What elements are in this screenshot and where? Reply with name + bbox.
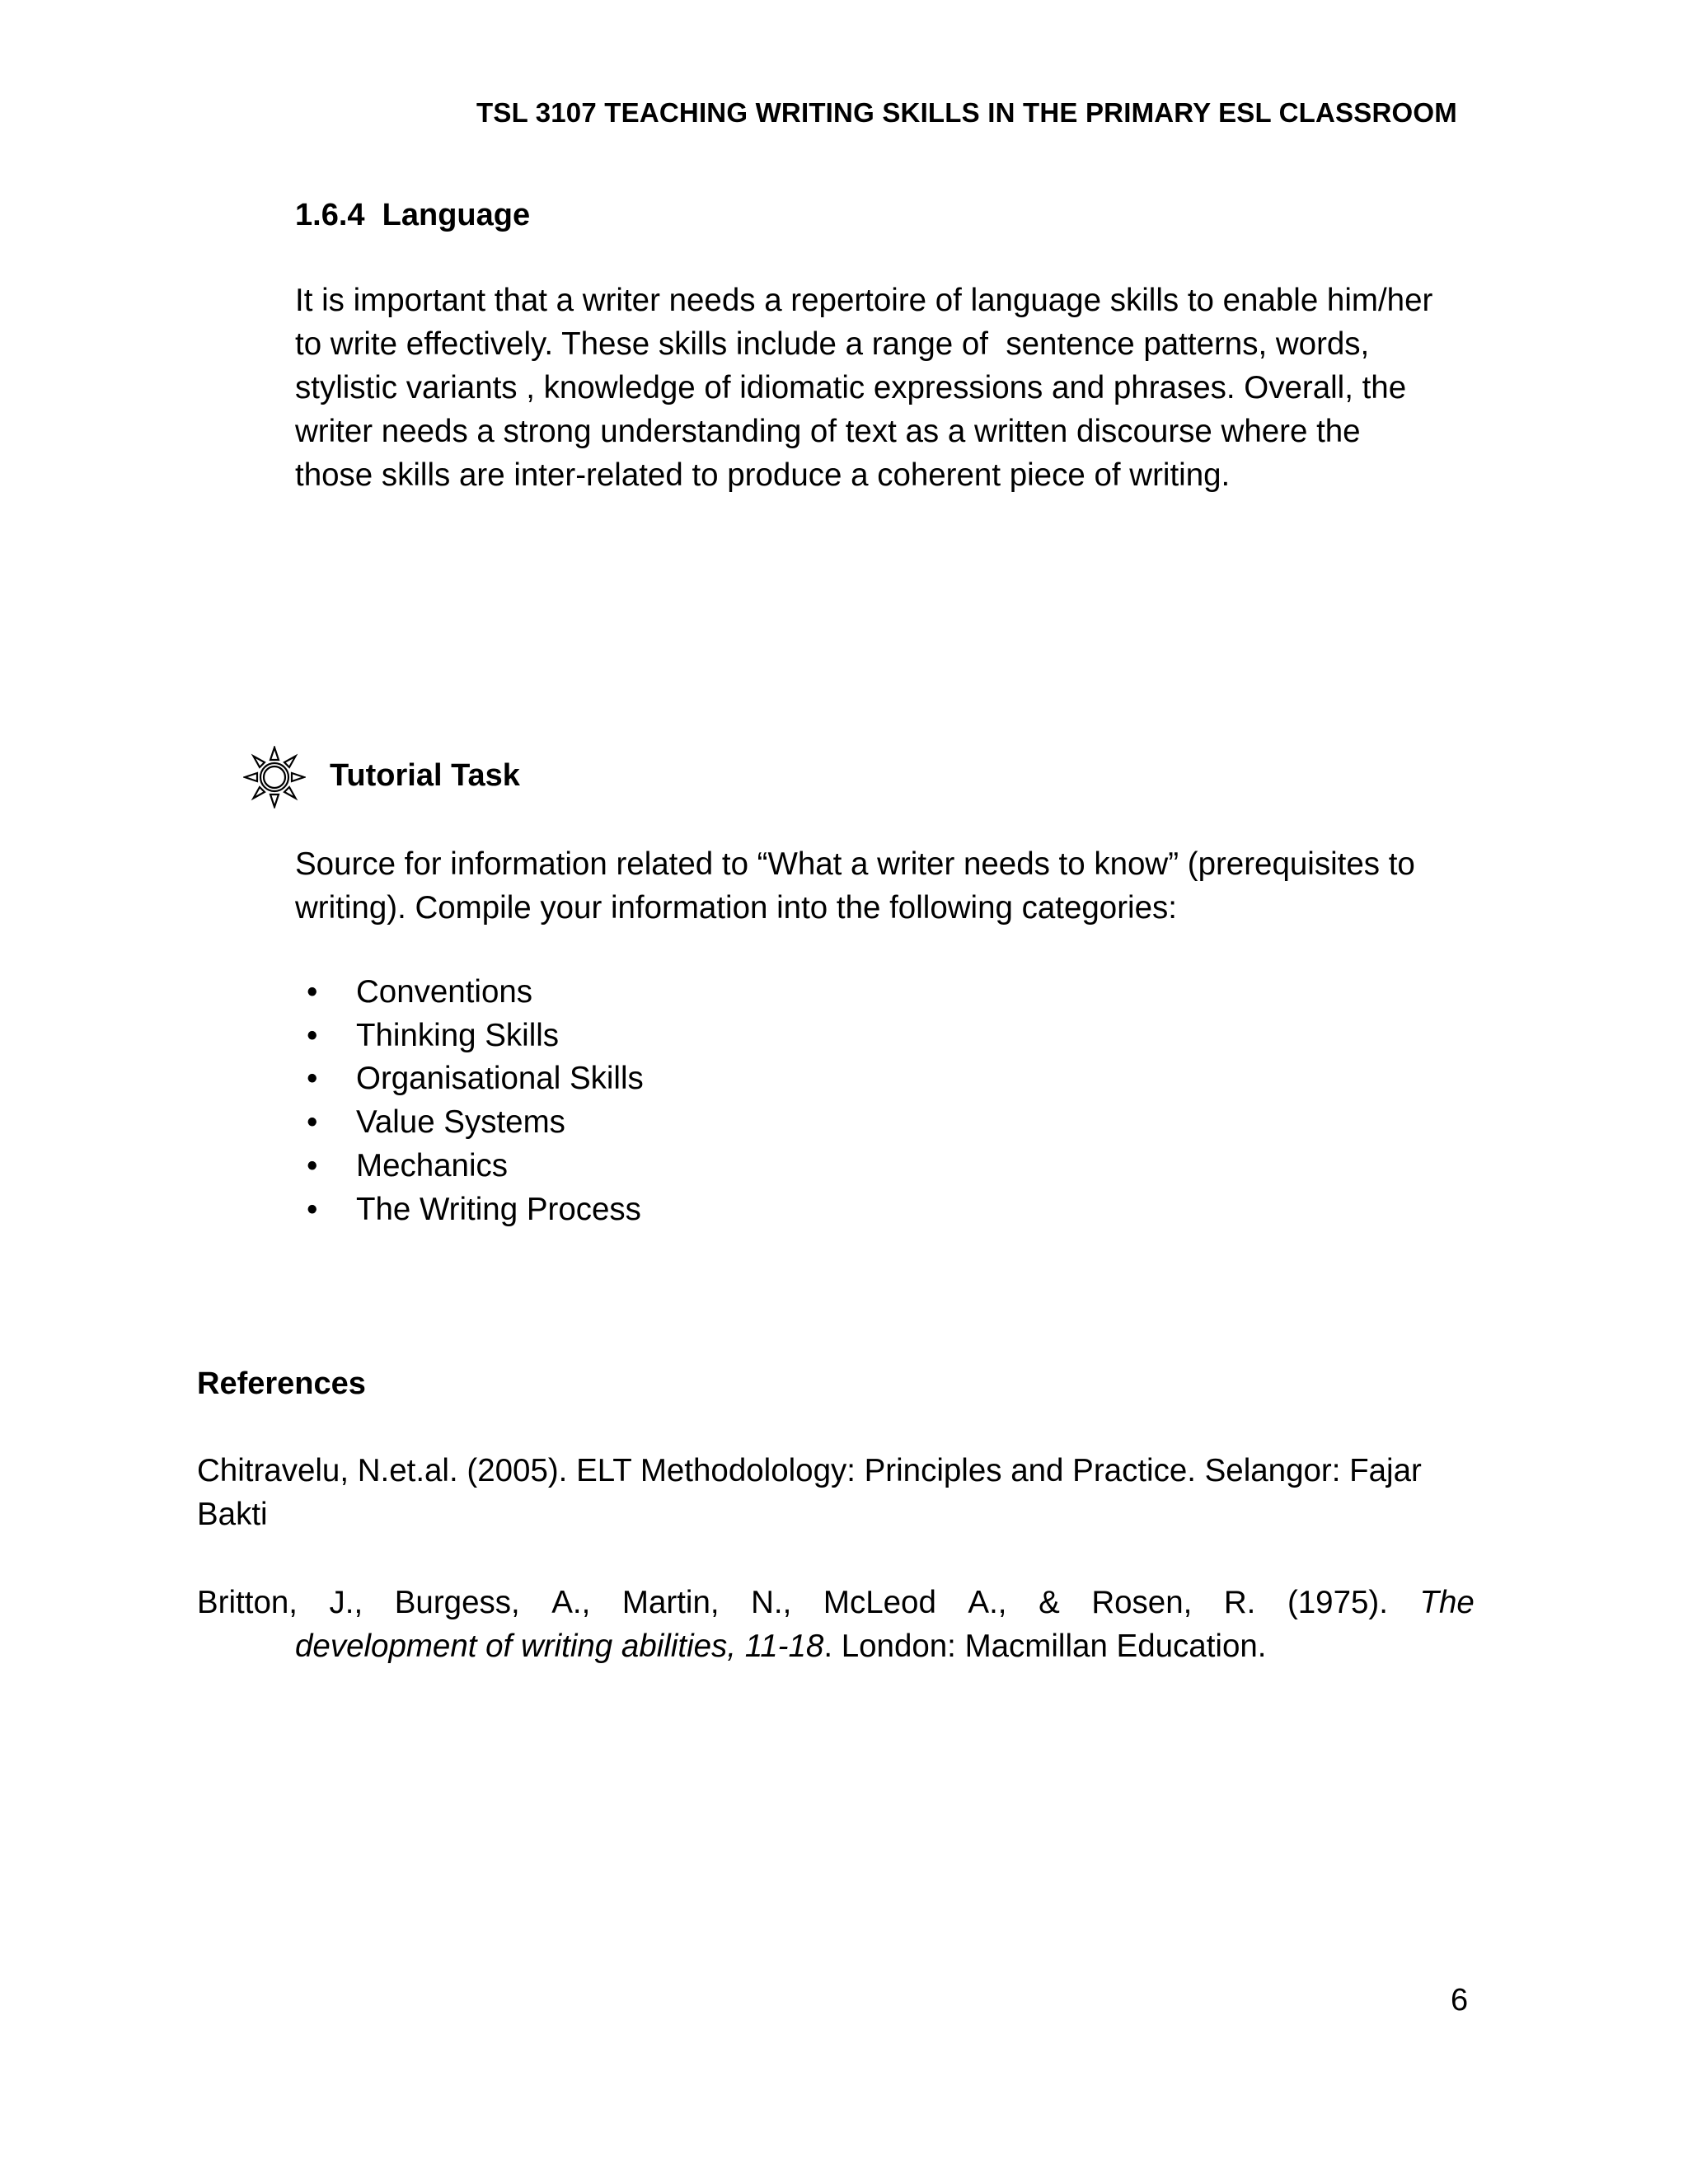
tutorial-task-paragraph	[295, 842, 1482, 930]
reference-entry	[197, 1581, 1475, 1668]
bullet-icon: •	[307, 1147, 318, 1183]
list-item	[307, 1101, 644, 1145]
paragraph-line: those skills are inter-related to produce a coherent piece of writing.	[295, 457, 1231, 493]
page-number: 6	[1451, 1983, 1469, 2018]
reference-line	[197, 1581, 1475, 1624]
reference-line: Chitravelu, N.et.al. (2005). ELT Methodolology: Principles and Practice. Selangor: Fajar	[197, 1453, 1422, 1488]
category-label: Thinking Skills	[356, 1017, 560, 1053]
list-item	[307, 1057, 644, 1101]
running-header: TSL 3107 TEACHING WRITING SKILLS IN THE PRIMARY ESL CLASSROOM	[476, 97, 1457, 128]
category-label: Organisational Skills	[356, 1061, 644, 1097]
reference-word: Britton,	[197, 1585, 298, 1620]
paragraph-line: writer needs a strong understanding of text as a written discourse where the	[295, 414, 1361, 449]
language-paragraph	[295, 279, 1482, 497]
reference-line: Bakti	[197, 1497, 268, 1532]
list-item	[307, 1145, 644, 1188]
reference-word: McLeod	[823, 1585, 936, 1620]
section-heading-language: 1.6.4 Language	[295, 198, 531, 232]
bullet-icon: •	[307, 974, 318, 1010]
reference-word: Burgess,	[394, 1585, 520, 1620]
reference-word: A.,	[968, 1585, 1007, 1620]
sun-icon	[243, 746, 306, 808]
reference-entry	[197, 1449, 1475, 1536]
paragraph-line: writing). Compile your information into the following categories:	[295, 890, 1177, 926]
reference-word: (1975).	[1287, 1585, 1388, 1620]
reference-word: N.,	[751, 1585, 792, 1620]
paragraph-line: stylistic variants , knowledge of idiomatic expressions and phrases. Overall, the	[295, 370, 1407, 405]
bullet-icon: •	[307, 1017, 318, 1053]
category-label: Conventions	[356, 974, 533, 1010]
reference-word: Rosen,	[1091, 1585, 1193, 1620]
reference-word: The	[1419, 1585, 1475, 1620]
reference-word: J.,	[329, 1585, 363, 1620]
category-label: Value Systems	[356, 1104, 565, 1141]
reference-book-title: development of writing abilities, 11-18	[295, 1629, 824, 1664]
list-item	[307, 1015, 644, 1058]
paragraph-line: to write effectively. These skills include a range of sentence patterns, words,	[295, 326, 1370, 362]
list-item	[307, 971, 644, 1015]
reference-word: A.,	[551, 1585, 591, 1620]
tutorial-task-heading: Tutorial Task	[330, 758, 520, 793]
reference-publisher: . London: Macmillan Education.	[823, 1629, 1267, 1664]
category-label: Mechanics	[356, 1147, 509, 1183]
bullet-icon: •	[307, 1191, 318, 1227]
list-item	[307, 1188, 644, 1232]
references-heading: References	[197, 1366, 366, 1401]
category-list	[307, 971, 644, 1231]
paragraph-line: It is important that a writer needs a repertoire of language skills to enable him/her	[295, 283, 1433, 318]
paragraph-line: Source for information related to “What a writer needs to know” (prerequisites to	[295, 846, 1415, 882]
reference-line	[197, 1624, 1475, 1668]
bullet-icon: •	[307, 1104, 318, 1141]
reference-word: R.	[1223, 1585, 1256, 1620]
category-label: The Writing Process	[356, 1191, 641, 1227]
reference-word: &	[1039, 1585, 1060, 1620]
reference-word: Martin,	[621, 1585, 720, 1620]
bullet-icon: •	[307, 1061, 318, 1097]
